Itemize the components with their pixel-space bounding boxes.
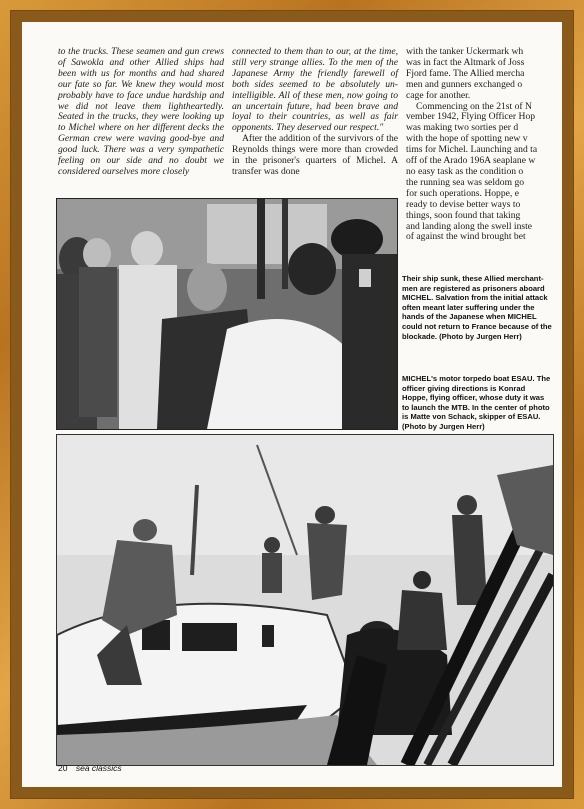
column3-line: Commencing on the 21st of N: [416, 100, 532, 112]
column3-line: Fjord fame. The Allied mercha: [406, 67, 525, 79]
page-footer: [58, 763, 122, 773]
column3-line: things, soon found that taking: [406, 209, 521, 221]
column3-line: vember 1942, Flying Officer Hop: [406, 111, 536, 123]
column3-line: and landing along the swell inste: [406, 220, 533, 232]
column3-line: no easy task as the condition o: [406, 165, 524, 177]
column3-line: with the tanker Uckermark wh: [406, 47, 524, 57]
text-column-3: [406, 47, 556, 243]
column3-line: was in fact the Altmark of Joss: [406, 56, 525, 68]
torpedo-boat-photo: [56, 434, 554, 766]
column2-quote: connected to them than to our, at the time, still very strange allies. To the men of the Japanese Army the friendly farewell of both sides seemed to be absolutely un-intelligible. All of these men, now going to an uncertain future, had been brave and loyal to their countries, as well as fair opponents. They deserved our respect.": [232, 46, 398, 134]
photo2-caption: MICHEL's motor torpedo boat ESAU. The officer giving directions is Konrad Hoppe, flying officer, whose duty it was to launch the MTB. In the center of photo is Matte von Schack, skipper of ESAU. (Photo by Jurgen Herr): [402, 374, 551, 431]
column3-line: tims for Michel. Launching and ta: [406, 144, 538, 156]
text-column-2: [232, 47, 398, 178]
magazine-page: [22, 22, 562, 787]
column3-line: men and gunners exchanged o: [406, 78, 523, 90]
column3-line: was making two sorties per d: [406, 122, 519, 134]
column3-line: the running sea was seldom go: [406, 176, 525, 188]
torpedo-boat-photo-image: [57, 435, 553, 765]
text-column-1: [58, 47, 224, 178]
column3-line: ready to devise better ways to: [406, 198, 521, 210]
column3-line: for such operations. Hoppe, e: [406, 187, 519, 199]
column3-line: with the hope of spotting new v: [406, 133, 528, 145]
column3-line: cage for another.: [406, 89, 471, 101]
column3-line: off of the Arado 196A seaplane w: [406, 155, 536, 167]
photo1-caption: Their ship sunk, these Allied merchant-men are registered as prisoners aboard MICHEL. Salvation from the initial attack often meant later suffering under the hands of the Japanese when MICHEL could not return to France because of the blockade. (Photo by Jurgen Herr): [402, 274, 552, 341]
prisoners-photo-image: [57, 199, 397, 429]
column3-line: of against the wind brought bet: [406, 231, 526, 243]
column1-text: to the trucks. These seamen and gun crews of Sawokla and other Allied ships had been with us for months and had shared our fate so far. We knew they would most probably have to face undue hardship and we did not leave them lightheartedly. Seated in the trucks, they were looking up to Michel where on her different decks the German crew were waving good-bye and good luck. There was a very sympathetic feeling on our side and no doubt we considered ourselves more closely: [58, 46, 224, 177]
column2-body: After the addition of the survivors of the Reynolds things were more than crowded in the prisoner's quarters of Michel. A transfer was done: [232, 133, 398, 177]
page-number: 20: [58, 763, 68, 773]
prisoners-photo: [56, 198, 398, 430]
magazine-name: sea classics: [75, 763, 122, 773]
